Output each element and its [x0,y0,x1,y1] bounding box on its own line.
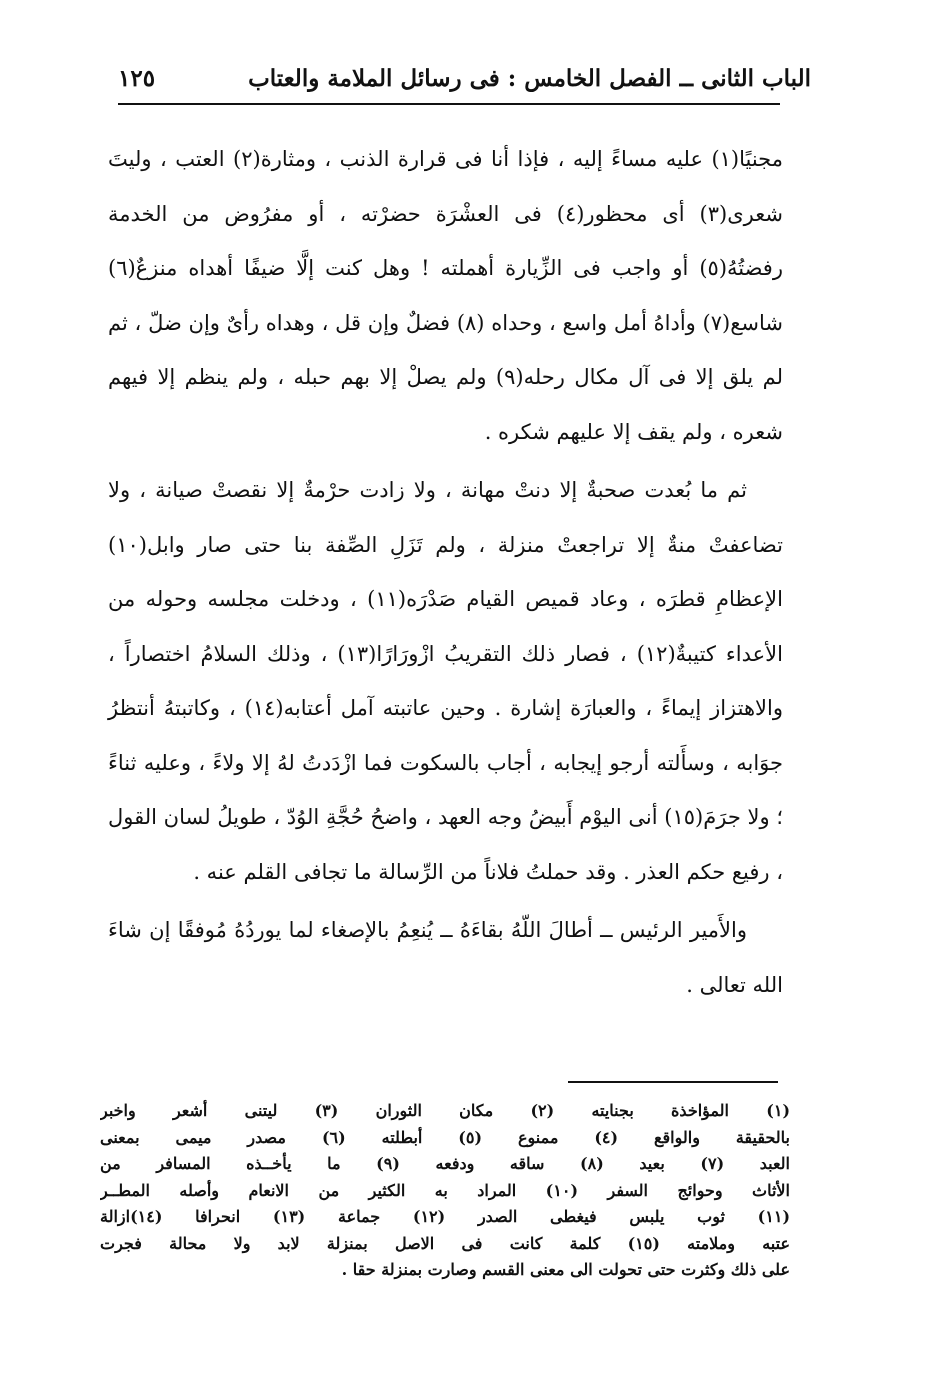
footnote-divider [568,1081,778,1083]
chapter-title: الباب الثانى ــ الفصل الخامس : فى رسائل الملامة والعتاب [248,64,811,92]
footnote-line: (١١) ثوب يلبس فيغطى الصدر (١٢) جماعة (١٣) انحرافا (١٤)ازالة [100,1207,790,1226]
footnotes [100,1098,790,1284]
footnote-line: الأثاث وحوائج السفر (١٠) المراد به الكثير من الانعام وأصله المطــر [100,1180,790,1200]
header-divider [118,103,780,105]
running-header [118,58,811,98]
paragraph: ثم ما بُعدت صحبةٌ إلا دنتْ مهانة ، ولا زادت حرْمةٌ إلا نقصتْ صيانة ، ولا تضاعفتْ منةٌ إلا تراجعتْ منزلة ، ولم تَزَلِ الصِّفة بنا حتى صار وابل(١٠) الإعظامِ قطرَه ، وعاد قميص القيام صَدْرَه(١١) ، ودخلت مجلسه وحوله من الأعداء كتيبةٌ(١٢) ، فصار ذلك التقريبُ ازْورَارًا(١٣) ، وذلك السلامُ اختصاراً ، والاهتزاز إيماءً ، والعبارَة إشارة . وحين عاتبته آمل أعتابه(١٤) ، وكاتبتهُ أنتظرُ جوَابه ، وسأَلته أرجو إيجابه ، أجاب بالسكوت فما ازْدَدتُ لهُ إلا ولاءً ، وعليه ثناءً ؛ ولا جرَمَ(١٥) أنى اليوْم أَبيضُ وجه العهد ، واضحُ حُجَّةِ الوُدّ ، طويلُ لسان القول ، رفيع حكم العذر . وقد حملتُ فلاناً من الرِّسالة ما تجافى القلم عنه . [108,478,783,884]
footnote-line: العبد (٧) بعيد (٨) ساقه ودفعه (٩) ما يأخــذه المسافر من [100,1154,790,1173]
footnote-line: عتبه وملامته (١٥) كلمة كانت فى الاصل بمنزلة لابد ولا محالة فجرت [100,1233,790,1253]
footnote-line: بالحقيقة والواقع (٤) ممنوع (٥) أبطلته (٦) مصدر ميمى بمعنى [100,1127,790,1147]
footnote-line: (١) المؤاخذة بجنايته (٢) مكان الثوران (٣) ليتنى أشعر واخبر [100,1101,790,1120]
page-number: ١٢٥ [118,64,156,92]
paragraph: مجنيًا(١) عليه مساءً إليه ، فإذا أنا فى قرارة الذنب ، ومثارة(٢) العتب ، وليتَ شعرى(٣) أى محظور(٤) فى العشْرَة حضرْته ، أو مفرُوض من الخدمة رفضتُهُ(٥) أو واجب فى الزِّيارة أهملته ! وهل كنت إلَّا ضيفًا أهداه منزعٌ(٦) شاسع(٧) وأداهُ أمل واسع ، وحداه (٨) فضلٌ وإن قل ، وهداه رأىٌ وإن ضلّ ، ثم لم يلق إلا فى آل مكال رحله(٩) ولم يصلْ إلا بهم حبله ، ولم ينظم إلا فيهم شعره ، ولم يقف إلا عليهم شكره . [108,147,783,444]
body-text [108,132,783,1012]
paragraph: والأَمير الرئيس ــ أطالَ اللّهُ بقاءَهُ ــ يُنعِمُ بالإصغاء لما يوردُهُ مُوفقًا إن شاءَ الله تعالى . [108,918,783,997]
footnote-line: على ذلك وكثرت حتى تحولت الى معنى القسم وصارت بمنزلة حقا . [341,1260,790,1279]
